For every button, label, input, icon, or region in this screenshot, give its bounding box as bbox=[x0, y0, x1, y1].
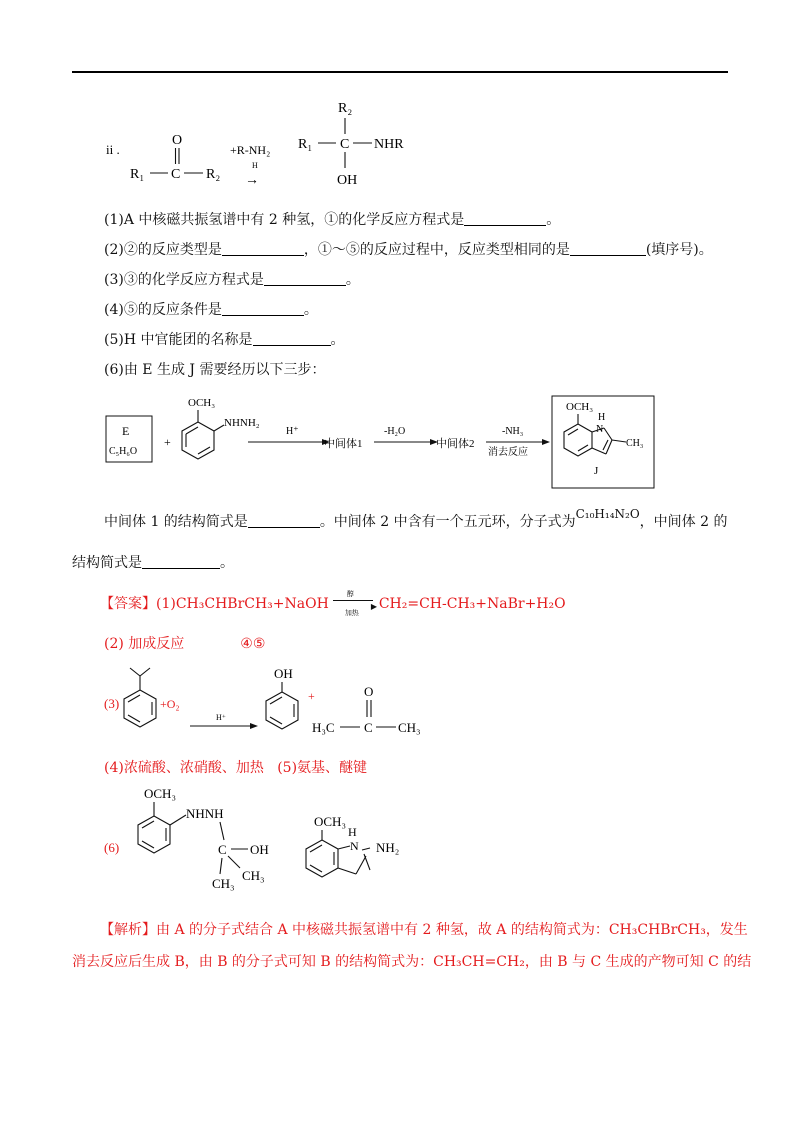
answer-6-num: (6) bbox=[104, 840, 120, 855]
step1-reagent: H⁺ bbox=[286, 426, 299, 437]
a6-ch3-a: CH₃ bbox=[212, 876, 235, 891]
answer-blank[interactable] bbox=[264, 271, 346, 286]
reagent-rnh2: +R-NH₂ bbox=[230, 143, 271, 157]
analysis-tag: 【解析】 bbox=[100, 922, 156, 938]
header-rule bbox=[72, 71, 728, 73]
product-r2: R₂ bbox=[338, 101, 353, 116]
reaction-ii-label: ii . bbox=[106, 142, 120, 157]
answer-blank[interactable] bbox=[248, 513, 320, 528]
answer-tag: 【答案】 bbox=[100, 596, 156, 612]
nhnh2-label: NHNH₂ bbox=[224, 417, 260, 429]
intermediate-2: 中间体2 bbox=[436, 438, 475, 450]
a6-oh: OH bbox=[250, 842, 269, 857]
step2-reagent: -H₂O bbox=[384, 426, 406, 437]
phenol-oh: OH bbox=[274, 666, 293, 681]
question-6-text-cont: 结构简式是 。 bbox=[72, 555, 234, 571]
answer-2: (2) 加成反应 ④⑤ bbox=[104, 636, 266, 652]
j-n: N bbox=[596, 424, 604, 435]
a6-och3-1: OCH₃ bbox=[144, 786, 176, 801]
compound-e-formula: C₅H₆O bbox=[109, 446, 138, 457]
answer-blank[interactable] bbox=[253, 331, 331, 346]
answer-3-plus: + bbox=[308, 689, 315, 703]
question-3: (3)③的化学反应方程式是 。 bbox=[104, 272, 360, 288]
j-h: H bbox=[598, 412, 606, 423]
question-2: (2)②的反应类型是 ，①～⑤的反应过程中，反应类型相同的是 (填序号)。 bbox=[104, 242, 713, 258]
scheme-6-diagram bbox=[100, 392, 660, 494]
ketone-r2: R₂ bbox=[206, 167, 221, 182]
ketone-c: C bbox=[171, 167, 181, 182]
question-1: (1)A 中核磁共振氢谱中有 2 种氢，①的化学反应方程式是 。 bbox=[104, 212, 561, 228]
formula-c10h14n2o: C₁₀H₁₄N₂O bbox=[575, 507, 640, 521]
acetone-h3c: H₃C bbox=[312, 720, 335, 735]
a6-n: N bbox=[350, 839, 359, 853]
analysis-line-1: 【解析】由 A 的分子式结合 A 中核磁共振氢谱中有 2 种氢，故 A 的结构简式为：CH₃CHBrCH₃，发生 bbox=[100, 922, 748, 938]
a6-h: H bbox=[348, 825, 357, 839]
step3-condition: 消去反应 bbox=[488, 447, 528, 458]
j-och3: OCH₃ bbox=[566, 401, 594, 413]
product-oh: OH bbox=[337, 173, 358, 188]
question-4: (4)⑤的反应条件是 。 bbox=[104, 302, 318, 318]
compound-e-label: E bbox=[122, 424, 130, 438]
condition-arrow: 醇 ▶ 加热 bbox=[329, 594, 379, 608]
product-c: C bbox=[340, 137, 350, 152]
och3-label: OCH₃ bbox=[188, 397, 216, 409]
step3-reagent: -NH₃ bbox=[502, 426, 524, 437]
answer-blank[interactable] bbox=[464, 211, 546, 226]
a6-nh2: NH₂ bbox=[376, 840, 400, 855]
ketone-o: O bbox=[172, 133, 183, 148]
answer-4-5: (4)浓硫酸、浓硝酸、加热 (5)氨基、醚键 bbox=[104, 760, 368, 776]
acetone-ch3: CH₃ bbox=[398, 720, 421, 735]
ketone-r1: R₁ bbox=[130, 167, 145, 182]
product-nhr: NHR bbox=[374, 137, 404, 152]
acetone-c: C bbox=[364, 720, 373, 735]
answer-blank[interactable] bbox=[570, 241, 646, 256]
answer-3-diagram bbox=[100, 660, 440, 750]
j-ch3: CH₃ bbox=[626, 438, 644, 449]
answer-3-o2: +O₂ bbox=[160, 697, 180, 711]
question-6: (6)由 E 生成 J 需要经历以下三步： bbox=[104, 362, 326, 378]
intermediate-1: 中间体1 bbox=[324, 438, 363, 450]
catalyst-h: H bbox=[252, 161, 258, 170]
plus-sign: + bbox=[164, 435, 171, 449]
j-label: J bbox=[594, 465, 599, 477]
a6-ch3-b: CH₃ bbox=[242, 868, 265, 883]
answer-blank[interactable] bbox=[222, 241, 304, 256]
product-r1: R₁ bbox=[298, 137, 313, 152]
answer-3-catalyst: H⁺ bbox=[216, 713, 226, 722]
question-6-text: 中间体 1 的结构简式是 。中间体 2 中含有一个五元环，分子式为C₁₀H₁₄N₂O，中间体 2 的 bbox=[104, 507, 728, 530]
answer-blank[interactable] bbox=[222, 301, 304, 316]
reaction-ii-diagram bbox=[100, 92, 430, 192]
acetone-o: O bbox=[364, 684, 374, 699]
a6-c: C bbox=[218, 842, 227, 857]
a6-nhnh: NHNH bbox=[186, 806, 224, 821]
reaction-arrow: → bbox=[245, 173, 259, 188]
answer-blank[interactable] bbox=[142, 554, 220, 569]
a6-och3-2: OCH₃ bbox=[314, 814, 346, 829]
question-5: (5)H 中官能团的名称是 。 bbox=[104, 332, 345, 348]
analysis-line-2: 消去反应后生成 B，由 B 的分子式可知 B 的结构简式为：CH₃CH=CH₂，由 B 与 C 生成的产物可知 C 的结 bbox=[72, 954, 752, 970]
answer-6-diagram bbox=[100, 782, 440, 897]
answer-3-num: (3) bbox=[104, 696, 120, 711]
answer-1: 【答案】(1)CH₃CHBrCH₃+NaOH 醇 ▶ 加热 CH₂=CH-CH₃+NaBr+H₂O bbox=[100, 590, 566, 617]
